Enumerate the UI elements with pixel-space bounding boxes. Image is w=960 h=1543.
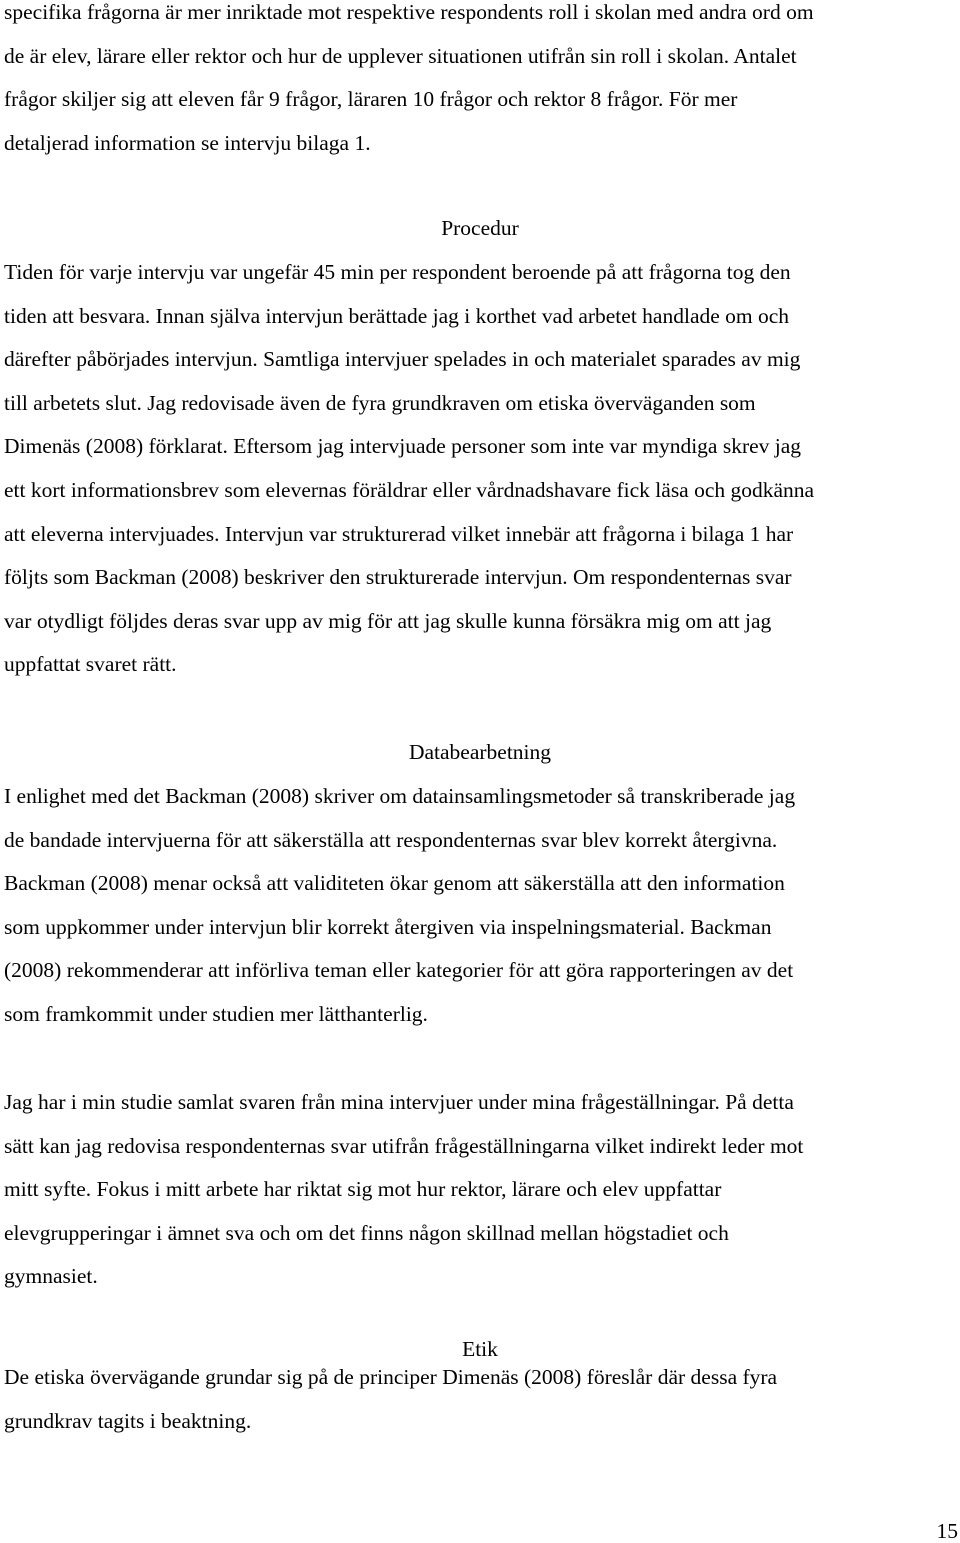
text-line: de bandade intervjuerna för att säkerställa att respondenternas svar blev korrekt återgivna. [4, 827, 778, 852]
page-number: 15 [936, 1519, 958, 1543]
text-line: gymnasiet. [4, 1264, 98, 1289]
text-line: Jag har i min studie samlat svaren från mina intervjuer under mina frågeställningar. På detta [4, 1090, 794, 1114]
text-line: var otydligt följdes deras svar upp av mig för att jag skulle kunna försäkra mig om att jag [4, 608, 772, 633]
etik-paragraph [4, 1356, 952, 1443]
section-heading-etik: Etik [462, 1337, 498, 1361]
text-line: Backman (2008) menar också att validiteten ökar genom att säkerställa att den information [4, 871, 785, 896]
text-line: därefter påbörjades intervjun. Samtliga intervjuer spelades in och materialet sparades av mig [4, 347, 801, 372]
text-line: att eleverna intervjuades. Intervjun var strukturerad vilket innebär att frågorna i bilaga 1 har [4, 521, 794, 546]
text-line: specifika frågorna är mer inriktade mot respektive respondents roll i skolan med andra ord om [4, 0, 814, 24]
text-line: frågor skiljer sig att eleven får 9 frågor, läraren 10 frågor och rektor 8 frågor. För mer [4, 87, 738, 112]
section-heading-databearbetning: Databearbetning [408, 740, 552, 764]
text-line: Dimenäs (2008) förklarat. Eftersom jag intervjuade personer som inte var myndiga skrev jag [4, 434, 802, 459]
text-line: som framkommit under studien mer lätthanterlig. [4, 1001, 428, 1026]
procedur-paragraph [4, 251, 952, 687]
text-line: detaljerad information se intervju bilaga 1. [4, 130, 371, 155]
text-line: tiden att besvara. Innan själva intervjun berättade jag i korthet vad arbetet handlade om och [4, 303, 790, 328]
text-line: som uppkommer under intervjun blir korrekt återgiven via inspelningsmaterial. Backman [4, 914, 772, 939]
text-line: ett kort informationsbrev som elevernas föräldrar eller vårdnadshavare fick läsa och godkänna [4, 477, 815, 502]
databearbetning-paragraph-1 [4, 775, 952, 1037]
text-line: (2008) rekommenderar att införliva teman eller kategorier för att göra rapporteringen av det [4, 958, 794, 983]
text-line: mitt syfte. Fokus i mitt arbete har riktat sig mot hur rektor, lärare och elev uppfattar [4, 1177, 722, 1202]
text-line: till arbetets slut. Jag redovisade även de fyra grundkraven om etiska överväganden som [4, 390, 756, 415]
intro-paragraph [4, 0, 952, 165]
databearbetning-paragraph-2 [4, 1081, 952, 1299]
text-line: I enlighet med det Backman (2008) skriver om datainsamlingsmetoder så transkriberade jag [4, 784, 796, 808]
text-line: Tiden för varje intervju var ungefär 45 min per respondent beroende på att frågorna tog den [4, 260, 791, 284]
text-line: De etiska övervägande grundar sig på de principer Dimenäs (2008) föreslår där dessa fyra [4, 1365, 778, 1389]
text-line: uppfattat svaret rätt. [4, 652, 177, 677]
text-line: elevgrupperingar i ämnet sva och om det finns någon skillnad mellan högstadiet och [4, 1220, 729, 1245]
text-line: grundkrav tagits i beaktning. [4, 1408, 252, 1433]
text-line: följts som Backman (2008) beskriver den strukturerade intervjun. Om respondenternas svar [4, 565, 792, 590]
text-line: sätt kan jag redovisa respondenternas svar utifrån frågeställningarna vilket indirekt leder mot [4, 1133, 804, 1158]
text-line: de är elev, lärare eller rektor och hur de upplever situationen utifrån sin roll i skolan. Antalet [4, 43, 797, 68]
section-heading-procedur: Procedur [441, 216, 519, 240]
